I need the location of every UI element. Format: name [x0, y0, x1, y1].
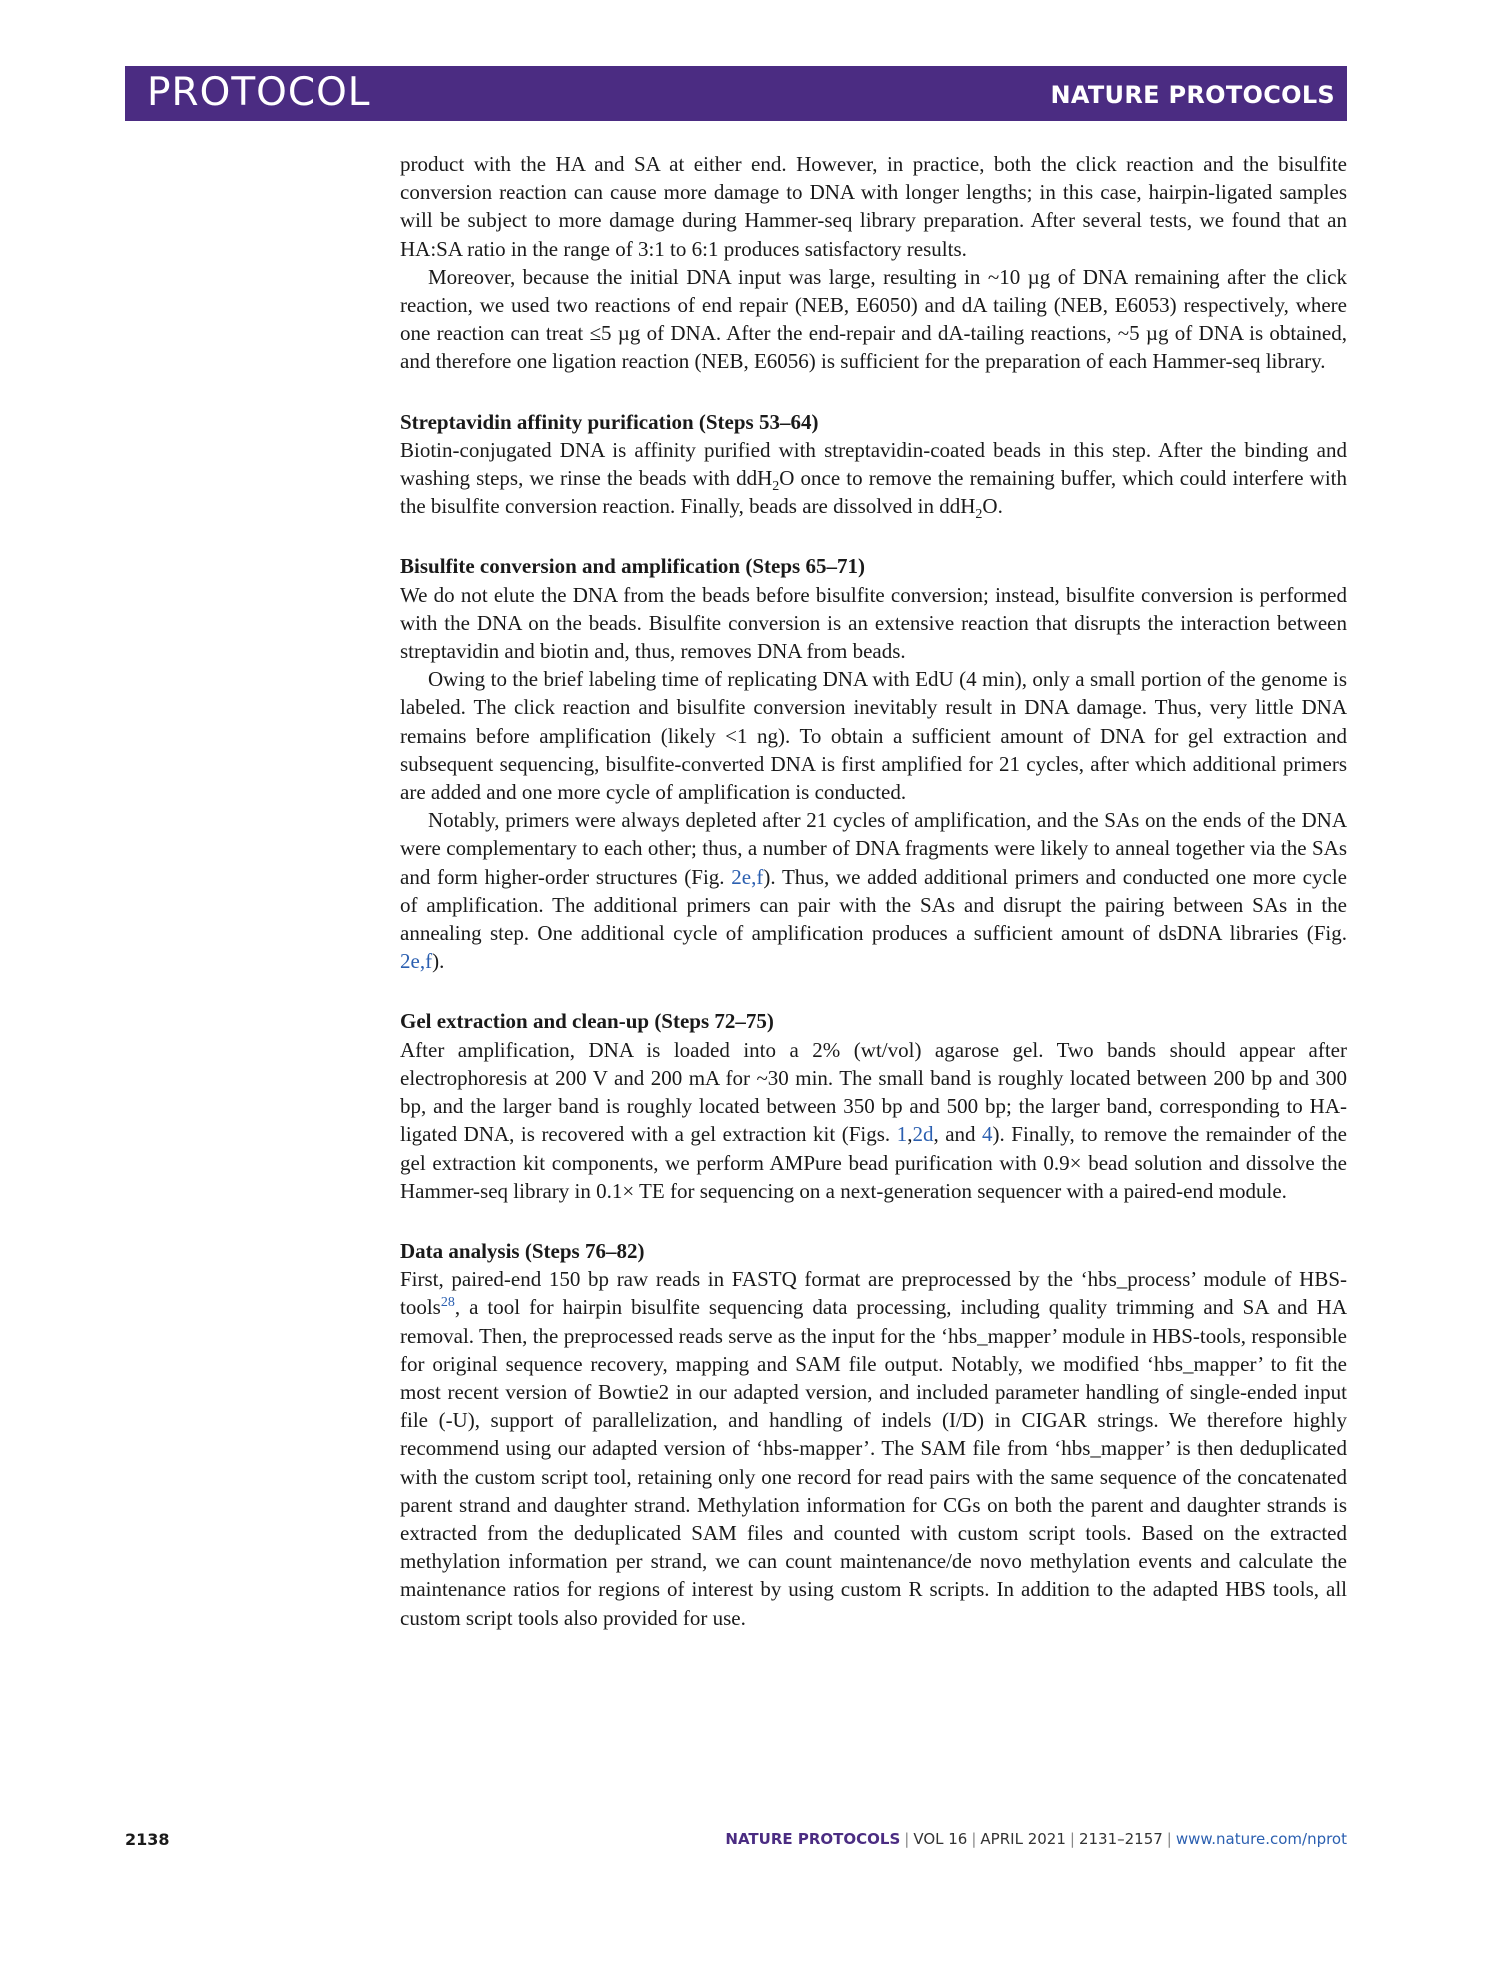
footer-volume: VOL 16 [913, 1830, 968, 1848]
page-header [125, 66, 1347, 121]
article-type-label: PROTOCOL [147, 70, 371, 115]
section-heading: Data analysis (Steps 76–82) [400, 1238, 645, 1263]
intro-paragraph-2: Moreover, because the initial DNA input was large, resulting in ~10 µg of DNA remaining after the click reaction, we used two reactions of end repair (NEB, E6050) and dA tailing (NEB, E6053) respectively, where one reaction can treat ≤5 µg of DNA. After the end-repair and dA-tailing reactions, ~5 µg of DNA is obtained, and therefore one ligation reaction (NEB, E6056) is sufficient for the preparation of each Hammer-seq library. [400, 264, 1347, 374]
footer-pages: 2131–2157 [1078, 1830, 1163, 1848]
section-streptavidin [400, 408, 1347, 521]
figure-link[interactable]: 2d [912, 1122, 934, 1147]
footer-journal: NATURE PROTOCOLS [725, 1830, 901, 1848]
article-body [400, 150, 1347, 1632]
footer-citation: NATURE PROTOCOLS | VOL 16 | APRIL 2021 | 2131–2157 | www.nature.com/nprot [725, 1830, 1347, 1848]
citation-link[interactable]: 28 [440, 1295, 455, 1311]
figure-link[interactable]: 1 [896, 1122, 908, 1147]
section-paragraph: We do not elute the DNA from the beads before bisulfite conversion; instead, bisulfite conversion is performed with the DNA on the beads. Bisulfite conversion is an extensive reaction that disrupts the interaction between streptavidin and biotin and, thus, removes DNA from beads. [400, 582, 1347, 664]
page-number: 2138 [125, 1830, 170, 1849]
section-data-analysis [400, 1237, 1347, 1632]
section-heading: Gel extraction and clean-up (Steps 72–75) [400, 1009, 774, 1034]
journal-name-header: NATURE PROTOCOLS [1050, 81, 1335, 109]
footer-date: APRIL 2021 [980, 1830, 1066, 1848]
section-paragraph: Notably, primers were always depleted after 21 cycles of amplification, and the SAs on the ends of the DNA were complementary to each other; thus, a number of DNA fragments were likely to anneal together via the SAs and form higher-order structures (Fig. 2e,f). Thus, we added additional primers and conducted one more cycle of amplification. The additional primers can pair with the SAs and disrupt the pairing between SAs in the annealing step. One additional cycle of amplification produces a sufficient amount of dsDNA libraries (Fig. 2e,f). [400, 808, 1347, 974]
section-heading: Streptavidin affinity purification (Steps 53–64) [400, 409, 819, 434]
section-bisulfite [400, 552, 1347, 975]
figure-link[interactable]: 2e,f [731, 864, 764, 889]
intro-paragraph-1: product with the HA and SA at either end. However, in practice, both the click reaction and the bisulfite conversion reaction can cause more damage to DNA with longer lengths; in this case, hairpin-ligated samples will be subject to more damage during Hammer-seq library preparation. After several tests, we found that an HA:SA ratio in the range of 3:1 to 6:1 produces satisfactory results. [400, 152, 1347, 261]
section-paragraph: First, paired-end 150 bp raw reads in FASTQ format are preprocessed by the ‘hbs_process’ module of HBS-tools$^{28}$, a tool for hairpin bisulfite sequencing data processing, including quality trimming and SA and HA removal. Then, the preprocessed reads serve as the input for the ‘hbs_mapper’ module in HBS-tools, responsible for original sequence recovery, mapping and SAM file output. Notably, we modified ‘hbs_mapper’ to fit the most recent version of Bowtie2 in our adapted version, and included parameter handling of single-ended input file (-U), support of parallelization, and handling of indels (I/D) in CIGAR strings. We therefore highly recommend using our adapted version of ‘hbs-mapper’. The SAM file from ‘hbs_mapper’ is then deduplicated with the custom script tool, retaining only one record for read pairs with the same sequence of the concatenated parent strand and daughter strand. Methylation information for CGs on both the parent and daughter strands is extracted from the deduplicated SAM files and counted with custom script tools. Based on the extracted methylation information per strand, we can count maintenance/de novo methylation events and calculate the maintenance ratios for regions of interest by using custom R scripts. In addition to the adapted HBS tools, all custom script tools also provided for use. [400, 1267, 1347, 1630]
section-paragraph: Owing to the brief labeling time of replicating DNA with EdU (4 min), only a small portion of the genome is labeled. The click reaction and bisulfite conversion inevitably result in DNA damage. Thus, very little DNA remains before amplification (likely <1 ng). To obtain a sufficient amount of DNA for gel extraction and subsequent sequencing, bisulfite-converted DNA is first amplified for 21 cycles, after which additional primers are added and one more cycle of amplification is conducted. [400, 667, 1347, 805]
figure-link[interactable]: 2e,f [400, 949, 433, 974]
figure-link[interactable]: 4 [982, 1122, 993, 1147]
section-paragraph: After amplification, DNA is loaded into a 2% (wt/vol) agarose gel. Two bands should appear after electrophoresis at 200 V and 200 mA for ~30 min. The small band is roughly located between 200 bp and 300 bp, and the larger band is roughly located between 350 bp and 500 bp; the larger band, corresponding to HA-ligated DNA, is recovered with a gel extraction kit (Figs. 1,2d, and 4). Finally, to remove the remainder of the gel extraction kit components, we perform AMPure bead purification with 0.9× bead solution and dissolve the Hammer-seq library in 0.1× TE for sequencing on a next-generation sequencer with a paired-end module. [400, 1037, 1348, 1203]
section-heading: Bisulfite conversion and amplification (Steps 65–71) [400, 554, 865, 579]
footer-url-link[interactable]: www.nature.com/nprot [1175, 1830, 1347, 1848]
section-paragraph: Biotin-conjugated DNA is affinity purified with streptavidin-coated beads in this step. After the binding and washing steps, we rinse the beads with ddH$_2$O once to remove the remaining buffer, which could interfere with the bisulfite conversion reaction. Finally, beads are dissolved in ddH$_2$O. [400, 437, 1348, 523]
section-gel-extraction [400, 1007, 1347, 1204]
